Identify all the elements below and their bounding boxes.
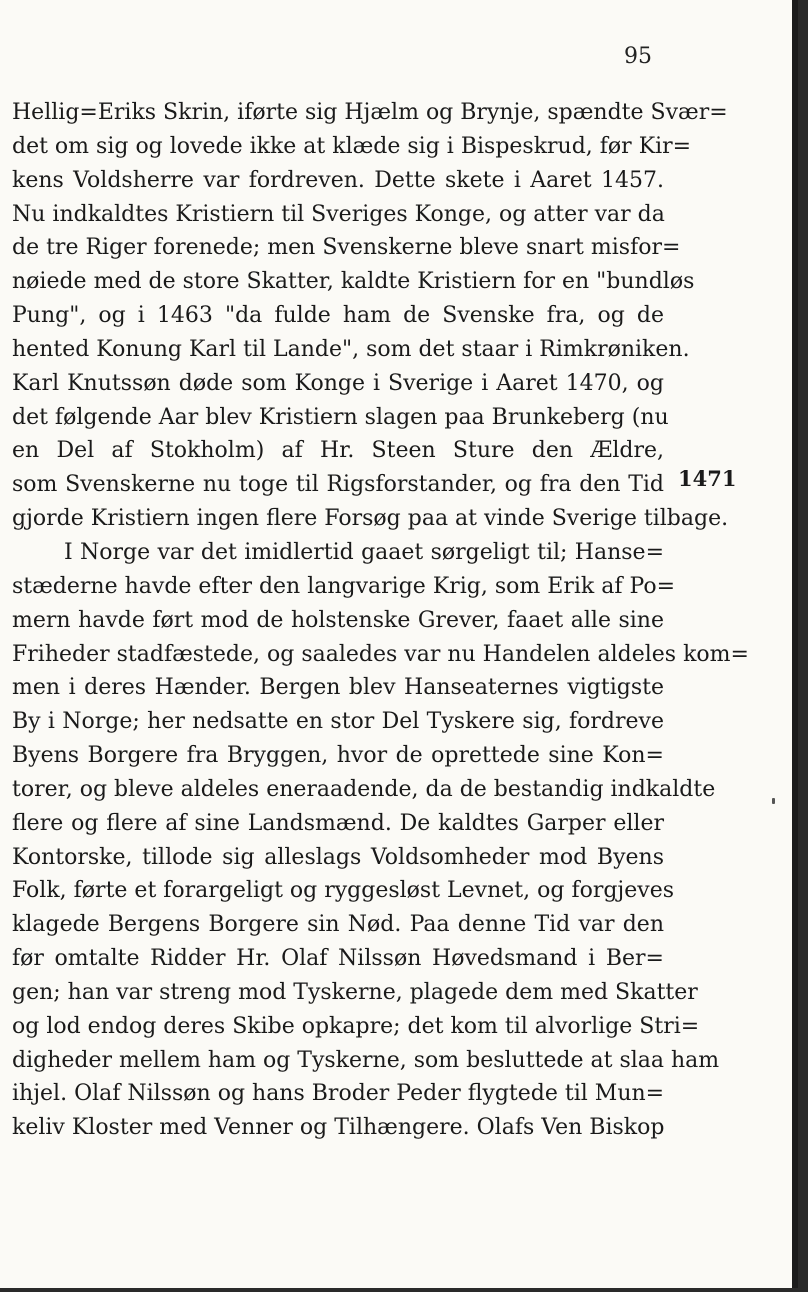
text-line: gjorde Kristiern ingen flere Forsøg paa at vinde Sverige tilbage. [12,506,729,532]
text-line: Hellig=Eriks Skrin, iførte sig Hjælm og Brynje, spændte Svær= [12,100,728,125]
page-number: 95 [624,44,652,69]
text-line: Kontorske, tillode sig alleslags Voldsomheder mod Byens [12,844,664,870]
text-line: kens Voldsherre var fordreven. Dette skete i Aaret 1457. [12,167,664,193]
text-line: Nu indkaldtes Kristiern til Sveriges Konge, og atter var da [12,201,665,227]
text-line: det om sig og lovede ikke at klæde sig i Bispeskrud, før Kir= [12,133,692,159]
margin-year-note: 1471 [678,466,737,491]
text-line: klagede Bergens Borgere sin Nød. Paa denne Tid var den [12,912,664,938]
text-line: By i Norge; her nedsatte en stor Del Tyskere sig, fordreve [12,709,664,735]
text-line: før omtalte Ridder Hr. Olaf Nilssøn Høvedsmand i Ber= [12,946,664,972]
text-line: ihjel. Olaf Nilssøn og hans Broder Peder flygtede til Mun= [12,1081,665,1107]
text-line: nøiede med de store Skatter, kaldte Kristiern for en "bundløs [12,269,695,295]
text-line: Byens Borgere fra Bryggen, hvor de oprettede sine Kon= [12,743,664,769]
text-line: hented Konung Karl til Lande", som det staar i Rimkrøniken. [12,336,690,362]
text-line: mern havde ført mod de holstenske Grever, faaet alle sine [12,607,664,633]
text-line: torer, og bleve aldeles eneraadende, da de bestandig indkaldte [12,776,716,802]
text-line: Pung", og i 1463 "da fulde ham de Svenske fra, og de [12,303,664,329]
text-line: Folk, førte et forargeligt og ryggesløst Levnet, og forgjeves [12,878,675,904]
text-line: Karl Knutssøn døde som Konge i Sverige i Aaret 1470, og [12,370,664,396]
text-line: keliv Kloster med Venner og Tilhængere. Olafs Ven Biskop [12,1115,665,1141]
text-line: digheder mellem ham og Tyskerne, som besluttede at slaa ham [12,1047,720,1073]
text-line: de tre Riger forenede; men Svenskerne bleve snart misfor= [12,235,681,261]
text-line: flere og flere af sine Landsmænd. De kaldtes Garper eller [12,810,664,836]
text-line: gen; han var streng mod Tyskerne, plagede dem med Skatter [12,979,698,1005]
text-line: som Svenskerne nu toge til Rigsforstander, og fra den Tid [12,472,664,498]
text-line: Friheder stadfæstede, og saaledes var nu Handelen aldeles kom= [12,641,749,667]
paragraph-first-line: I Norge var det imidlertid gaaet sørgeligt til; Hanse= [64,539,664,565]
text-line: en Del af Stokholm) af Hr. Steen Sture den Ældre, [12,438,664,464]
text-line: og lod endog deres Skibe opkapre; det kom til alvorlige Stri= [12,1013,700,1039]
paper-speck [772,798,775,804]
text-line: men i deres Hænder. Bergen blev Hanseaternes vigtigste [12,675,664,701]
text-line: det følgende Aar blev Kristiern slagen paa Brunkeberg (nu [12,404,669,430]
text-line: stæderne havde efter den langvarige Krig, som Erik af Po= [12,573,676,599]
